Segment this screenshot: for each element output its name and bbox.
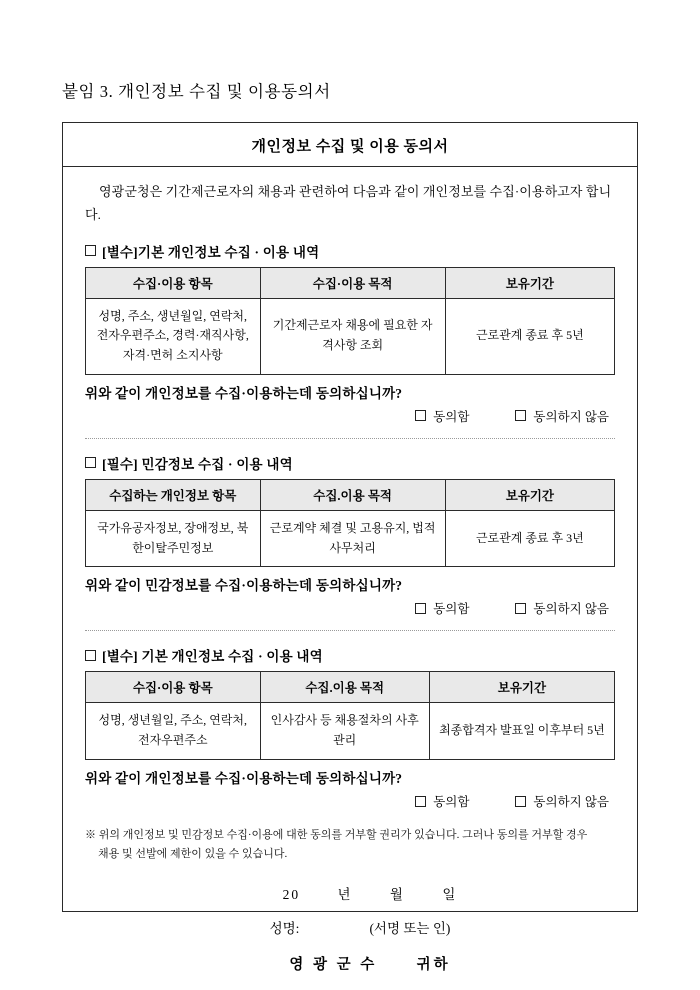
section-1-table bbox=[85, 267, 615, 375]
section-2-agree-option[interactable] bbox=[415, 599, 469, 617]
intro-paragraph: 영광군청은 기간제근로자의 채용과 관련하여 다음과 같이 개인정보를 수집·이용하고자 합니다. bbox=[85, 184, 612, 222]
label-disagree-1: 동의하지 않음 bbox=[533, 409, 609, 424]
footnote-line-2: 채용 및 선발에 제한이 있을 수 있습니다. bbox=[98, 847, 288, 860]
cell-period: 근로관계 종료 후 5년 bbox=[445, 298, 614, 374]
divider-1 bbox=[85, 438, 615, 439]
section-1-title-row bbox=[85, 241, 615, 261]
section-2-disagree-option[interactable] bbox=[515, 599, 609, 617]
section-3-agree-option[interactable] bbox=[415, 792, 469, 810]
section-2-table bbox=[85, 479, 615, 568]
checkbox-section-2[interactable] bbox=[85, 457, 96, 468]
cell-items: 국가유공자정보, 장애정보, 북한이탈주민정보 bbox=[86, 510, 261, 567]
checkbox-disagree-3[interactable] bbox=[515, 796, 526, 807]
label-agree-3: 동의함 bbox=[433, 795, 470, 810]
label-agree-1: 동의함 bbox=[433, 409, 470, 424]
cell-items: 성명, 생년월일, 주소, 연락처, 전자우편주소 bbox=[86, 703, 261, 760]
col-header-items: 수집·이용 항목 bbox=[86, 267, 261, 298]
col-header-purpose: 수집·이용 목적 bbox=[260, 267, 445, 298]
table-row bbox=[86, 298, 615, 374]
signature-note: (서명 또는 인) bbox=[369, 921, 451, 937]
cell-period: 근로관계 종료 후 3년 bbox=[445, 510, 614, 567]
cell-purpose: 인사감사 등 채용절차의 사후관리 bbox=[260, 703, 429, 760]
recipient-line bbox=[85, 953, 615, 974]
checkbox-disagree-1[interactable] bbox=[515, 410, 526, 421]
checkbox-agree-2[interactable] bbox=[415, 603, 426, 614]
section-3-title-row bbox=[85, 645, 615, 665]
footnote-line-1: ※ 위의 개인정보 및 민감정보 수집·이용에 대한 동의를 거부할 권리가 있습니다. 그러나 동의를 거부할 경우 bbox=[85, 829, 588, 842]
section-2-question: 위와 같이 민감정보를 수집·이용하는데 동의하십니까? bbox=[85, 578, 403, 594]
col-header-period: 보유기간 bbox=[429, 672, 614, 703]
section-2-agree-row bbox=[85, 599, 615, 617]
checkbox-agree-3[interactable] bbox=[415, 796, 426, 807]
col-header-purpose: 수집.이용 목적 bbox=[260, 479, 445, 510]
date-year-label: 년 bbox=[337, 887, 353, 903]
form-body bbox=[63, 181, 637, 974]
recipient-name: 영 광 군 수 bbox=[289, 957, 378, 974]
cell-period: 최종합격자 발표일 이후부터 5년 bbox=[429, 703, 614, 760]
checkbox-agree-1[interactable] bbox=[415, 410, 426, 421]
consent-form-box bbox=[62, 122, 638, 974]
form-title: 개인정보 수집 및 이용 동의서 bbox=[63, 123, 637, 167]
col-header-items: 수집·이용 항목 bbox=[86, 672, 261, 703]
divider-2 bbox=[85, 630, 615, 631]
section-sensitive-info bbox=[85, 453, 615, 618]
section-2-title-row bbox=[85, 453, 615, 473]
section-1-disagree-option[interactable] bbox=[515, 407, 609, 425]
section-3-title: [별수] 기본 개인정보 수집 · 이용 내역 bbox=[102, 649, 323, 665]
section-1-title: [별수]기본 개인정보 수집 · 이용 내역 bbox=[102, 244, 320, 260]
cell-items: 성명, 주소, 생년월일, 연락처, 전자우편주소, 경력·재직사항, 자격·면허 소지사항 bbox=[86, 298, 261, 374]
section-3-agree-row bbox=[85, 792, 615, 810]
table-header-row bbox=[86, 672, 615, 703]
section-basic-personal-info-2 bbox=[85, 645, 615, 810]
table-header-row bbox=[86, 267, 615, 298]
signature-name-label: 성명: bbox=[269, 921, 300, 937]
col-header-items: 수집하는 개인정보 항목 bbox=[86, 479, 261, 510]
recipient-suffix: 귀하 bbox=[416, 957, 451, 974]
label-disagree-2: 동의하지 않음 bbox=[533, 602, 609, 617]
section-3-table bbox=[85, 671, 615, 760]
section-1-agree-option[interactable] bbox=[415, 407, 469, 425]
cell-purpose: 기간제근로자 채용에 필요한 자격사항 조회 bbox=[260, 298, 445, 374]
checkbox-section-1[interactable] bbox=[85, 245, 96, 256]
section-2-title: [필수] 민감정보 수집 · 이용 내역 bbox=[102, 456, 293, 472]
checkbox-disagree-2[interactable] bbox=[515, 603, 526, 614]
cell-purpose: 근로계약 체결 및 고용유지, 법적사무처리 bbox=[260, 510, 445, 567]
checkbox-section-3[interactable] bbox=[85, 650, 96, 661]
table-row bbox=[86, 703, 615, 760]
footnote bbox=[85, 826, 615, 863]
date-month-label: 월 bbox=[389, 887, 405, 903]
col-header-period: 보유기간 bbox=[445, 267, 614, 298]
date-day-label: 일 bbox=[442, 887, 458, 903]
label-disagree-3: 동의하지 않음 bbox=[533, 795, 609, 810]
label-agree-2: 동의함 bbox=[433, 602, 470, 617]
signature-line bbox=[85, 917, 615, 937]
section-1-question: 위와 같이 개인정보를 수집·이용하는데 동의하십니까? bbox=[85, 385, 403, 401]
col-header-purpose: 수집.이용 목적 bbox=[260, 672, 429, 703]
section-basic-personal-info-1 bbox=[85, 241, 615, 425]
date-year-prefix: 20 bbox=[282, 887, 301, 903]
section-3-disagree-option[interactable] bbox=[515, 792, 609, 810]
date-line bbox=[85, 883, 615, 903]
page-title: 붙임 3. 개인정보 수집 및 이용동의서 bbox=[62, 82, 331, 101]
col-header-period: 보유기간 bbox=[445, 479, 614, 510]
table-header-row bbox=[86, 479, 615, 510]
section-3-question: 위와 같이 개인정보를 수집·이용하는데 동의하십니까? bbox=[85, 771, 403, 787]
table-row bbox=[86, 510, 615, 567]
section-1-agree-row bbox=[85, 407, 615, 425]
